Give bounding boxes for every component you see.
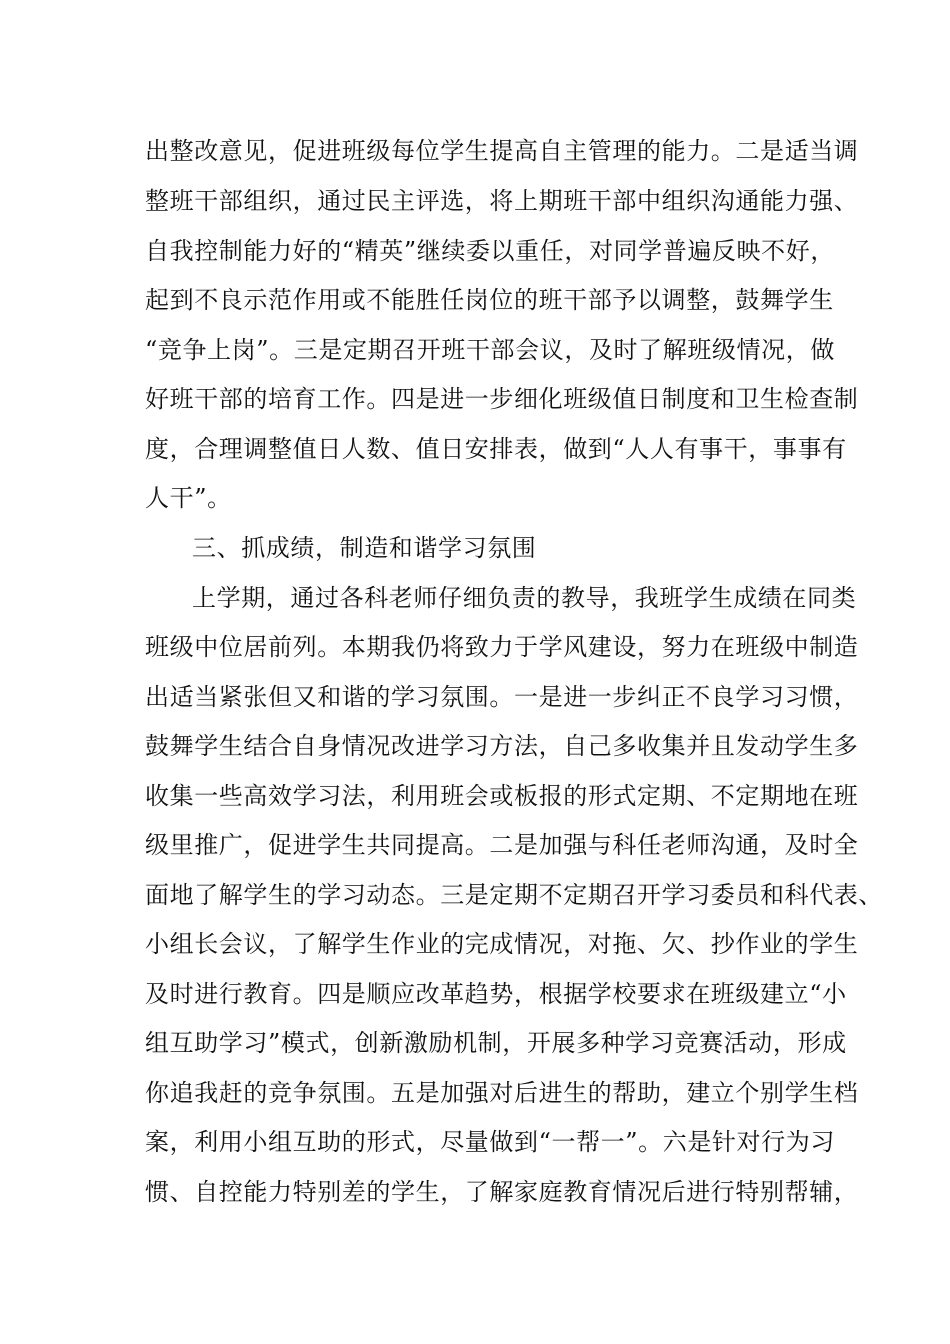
text-line: 小组长会议，了解学生作业的完成情况，对拖、欠、抄作业的学生 xyxy=(145,930,859,958)
text-line: 整班干部组织，通过民主评选，将上期班干部中组织沟通能力强、 xyxy=(145,187,859,215)
text-line: 好班干部的培育工作。四是进一步细化班级值日制度和卫生检查制 xyxy=(145,385,859,413)
text-line: 你追我赶的竞争氛围。五是加强对后进生的帮助，建立个别学生档 xyxy=(145,1079,859,1107)
text-line: 收集一些高效学习法，利用班会或板报的形式定期、不定期地在班 xyxy=(145,782,859,810)
text-line: 出适当紧张但又和谐的学习氛围。一是进一步纠正不良学习习惯， xyxy=(145,683,859,711)
text-line: 人干”。 xyxy=(145,484,232,512)
text-line: 及时进行教育。四是顺应改革趋势，根据学校要求在班级建立“小 xyxy=(145,980,847,1008)
section-heading: 三、抓成绩，制造和谐学习氛围 xyxy=(192,534,537,562)
text-line: 面地了解学生的学习动态。三是定期不定期召开学习委员和科代表、 xyxy=(145,881,883,909)
text-line: 出整改意见，促进班级每位学生提高自主管理的能力。二是适当调 xyxy=(145,137,859,165)
text-line: 惯、自控能力特别差的学生，了解家庭教育情况后进行特别帮辅， xyxy=(145,1178,859,1206)
text-line: 班级中位居前列。本期我仍将致力于学风建设，努力在班级中制造 xyxy=(145,633,859,661)
text-line: 鼓舞学生结合自身情况改进学习方法，自己多收集并且发动学生多 xyxy=(145,732,859,760)
text-line: 级里推广，促进学生共同提高。二是加强与科任老师沟通，及时全 xyxy=(145,831,859,859)
text-line: 案，利用小组互助的形式，尽量做到“一帮一”。六是针对行为习 xyxy=(145,1128,835,1156)
text-line: 组互助学习”模式，创新激励机制，开展多种学习竞赛活动，形成 xyxy=(145,1029,847,1057)
text-line: 上学期，通过各科老师仔细负责的教导，我班学生成绩在同类 xyxy=(192,584,857,612)
text-line: 度，合理调整值日人数、值日安排表，做到“人人有事干，事事有 xyxy=(145,435,847,463)
text-line: 自我控制能力好的“精英”继续委以重任，对同学普遍反映不好， xyxy=(145,237,835,265)
text-line: “竞争上岗”。三是定期召开班干部会议，及时了解班级情况，做 xyxy=(145,336,835,364)
text-line: 起到不良示范作用或不能胜任岗位的班干部予以调整，鼓舞学生 xyxy=(145,286,834,314)
